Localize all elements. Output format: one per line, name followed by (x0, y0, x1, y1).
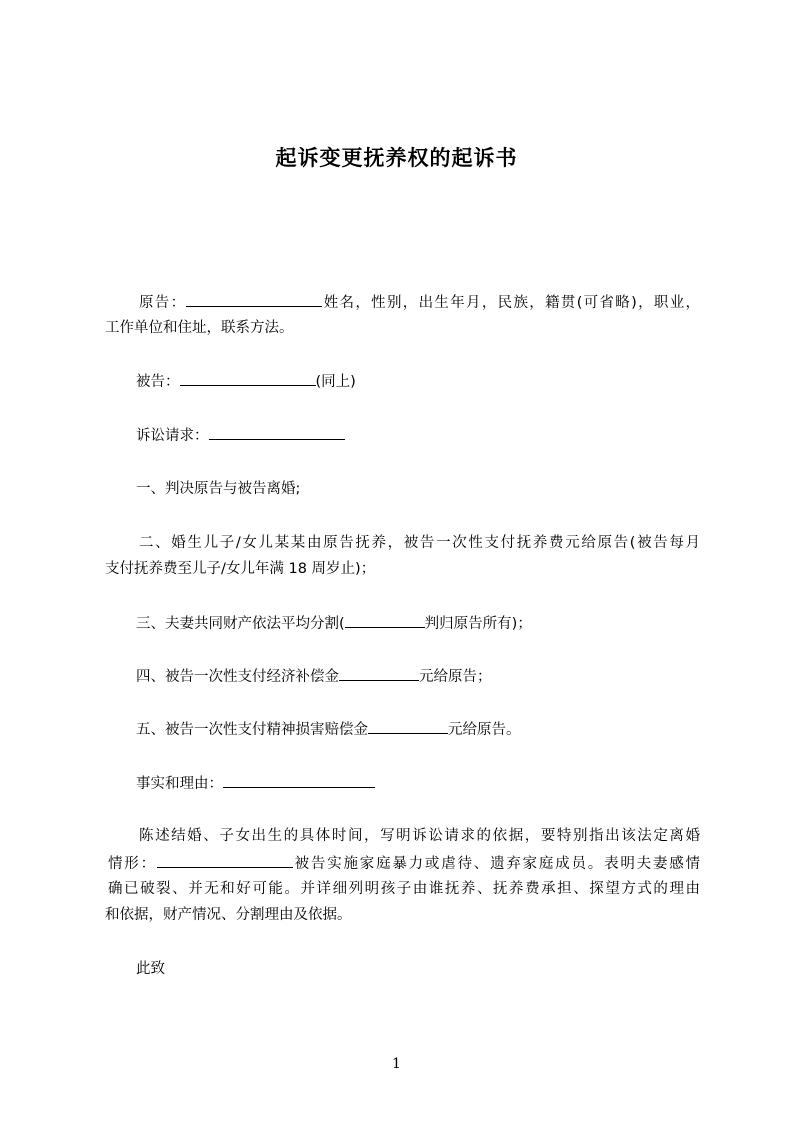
claim-item-3-text: 三、夫妻共同财产依法平均分割( (136, 616, 345, 632)
claim-item-5-tail: 元给原告。 (448, 722, 521, 738)
claim-item-5 (105, 719, 731, 740)
plaintiff-line-2: 工作单位和住址，联系方法。 (105, 320, 294, 336)
narrative-line-3: 确已破裂、并无和好可能。并详细列明孩子由谁抚养、抚养费承担、探望方式的理由 (108, 881, 700, 897)
page-number: 1 (392, 1056, 401, 1072)
facts-line (105, 773, 731, 794)
plaintiff-line (105, 292, 700, 313)
facts-label: 事实和理由： (136, 776, 223, 792)
plaintiff-text: 姓名，性别，出生年月，民族，籍贯(可省略)，职业， (322, 295, 701, 311)
defendant-line (105, 371, 731, 392)
narrative-blank (157, 853, 293, 868)
plaintiff-blank (186, 292, 322, 307)
plaintiff-label: 原告： (139, 295, 187, 311)
claim-item-1: 一、判决原告与被告离婚; (136, 481, 301, 497)
claim-item-3-blank (345, 613, 425, 628)
claims-line (105, 425, 731, 446)
narrative-line-1: 陈述结婚、子女出生的具体时间，写明诉讼请求的依据，要特别指出该法定离婚 (139, 828, 700, 844)
claim-item-4-blank (339, 666, 419, 681)
claims-blank (209, 425, 345, 440)
defendant-blank (180, 371, 316, 386)
claims-label: 诉讼请求： (136, 428, 209, 444)
defendant-label: 被告： (136, 374, 180, 390)
claim-item-3 (105, 613, 731, 634)
narrative-line-2 (105, 853, 700, 874)
claim-item-4-tail: 元给原告； (419, 669, 492, 685)
claim-item-4 (105, 666, 731, 687)
narrative-text: 被告实施家庭暴力或虐待、遗弃家庭成员。表明夫妻感情 (292, 856, 700, 872)
facts-blank (223, 773, 375, 788)
narrative-line-4: 和依据，财产情况、分割理由及依据。 (105, 907, 352, 923)
claim-item-2: 二、婚生儿子/女儿某某由原告抚养，被告一次性支付抚养费元给原告(被告每月 (139, 535, 700, 551)
document-title: 起诉变更抚养权的起诉书 (275, 146, 518, 170)
claim-item-4-text: 四、被告一次性支付经济补偿金 (136, 669, 339, 685)
claim-item-2-cont: 支付抚养费至儿子/女儿年满 18 周岁止)； (105, 561, 376, 577)
claim-item-5-text: 五、被告一次性支付精神损害赔偿金 (136, 722, 368, 738)
claim-item-3-tail: 判归原告所有)； (424, 616, 532, 632)
defendant-text: (同上) (315, 374, 356, 390)
narrative-label: 情形： (108, 856, 157, 872)
closing-text: 此致 (136, 961, 165, 977)
claim-item-5-blank (368, 719, 448, 734)
